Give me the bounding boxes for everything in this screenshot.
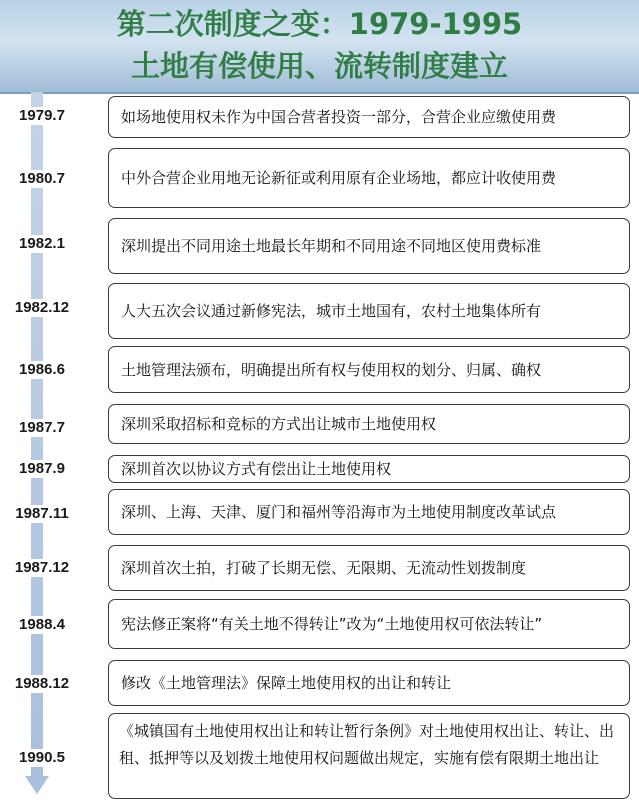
timeline-event-box: 深圳采取招标和竞标的方式出让城市土地使用权 (108, 404, 630, 444)
timeline-date: 1987.9 (0, 460, 84, 478)
timeline-date: 1982.12 (0, 299, 84, 317)
timeline-event-box: 人大五次会议通过新修宪法，城市土地国有，农村土地集体所有 (108, 283, 630, 339)
timeline-event-box: 深圳、上海、天津、厦门和福州等沿海市为土地使用制度改革试点 (108, 489, 630, 535)
timeline-date: 1982.1 (0, 235, 84, 253)
timeline-date: 1980.7 (0, 170, 84, 188)
timeline-date: 1979.7 (0, 107, 84, 125)
timeline-event-box: 深圳提出不同用途土地最长年期和不同用途不同地区使用费标准 (108, 218, 630, 274)
timeline-date: 1988.12 (0, 675, 84, 693)
timeline-event-box: 修改《土地管理法》保障土地使用权的出让和转让 (108, 660, 630, 706)
timeline-date: 1987.12 (0, 559, 84, 577)
timeline-date: 1987.7 (0, 419, 84, 437)
timeline-date: 1986.6 (0, 361, 84, 379)
timeline-event-box: 中外合营企业用地无论新征或利用原有企业场地，都应计收使用费 (108, 148, 630, 208)
timeline-event-box: 深圳首次土拍，打破了长期无偿、无限期、无流动性划拨制度 (108, 545, 630, 591)
timeline-date: 1990.5 (0, 749, 84, 767)
title-banner (0, 0, 639, 94)
timeline-event-box: 如场地使用权未作为中国合营者投资一部分，合营企业应缴使用费 (108, 96, 630, 138)
timeline-event-box: 深圳首次以协议方式有偿出让土地使用权 (108, 455, 630, 483)
title-line-2: 土地有偿使用、流转制度建立 (130, 49, 508, 83)
timeline-event-box: 宪法修正案将“有关土地不得转让”改为“土地使用权可依法转让” (108, 599, 630, 649)
timeline-event-box: 土地管理法颁布，明确提出所有权与使用权的划分、归属、确权 (108, 346, 630, 393)
timeline-event-box: 《城镇国有土地使用权出让和转让暂行条例》对土地使用权出让、转让、出租、抵押等以及划拨土地使用权问题做出规定，实施有偿有限期土地出让 (108, 713, 630, 799)
timeline-date: 1987.11 (0, 505, 84, 523)
timeline-date: 1988.4 (0, 616, 84, 634)
title-line-1: 第二次制度之变：1979-1995 (116, 7, 523, 41)
timeline-arrow-icon (25, 776, 49, 794)
